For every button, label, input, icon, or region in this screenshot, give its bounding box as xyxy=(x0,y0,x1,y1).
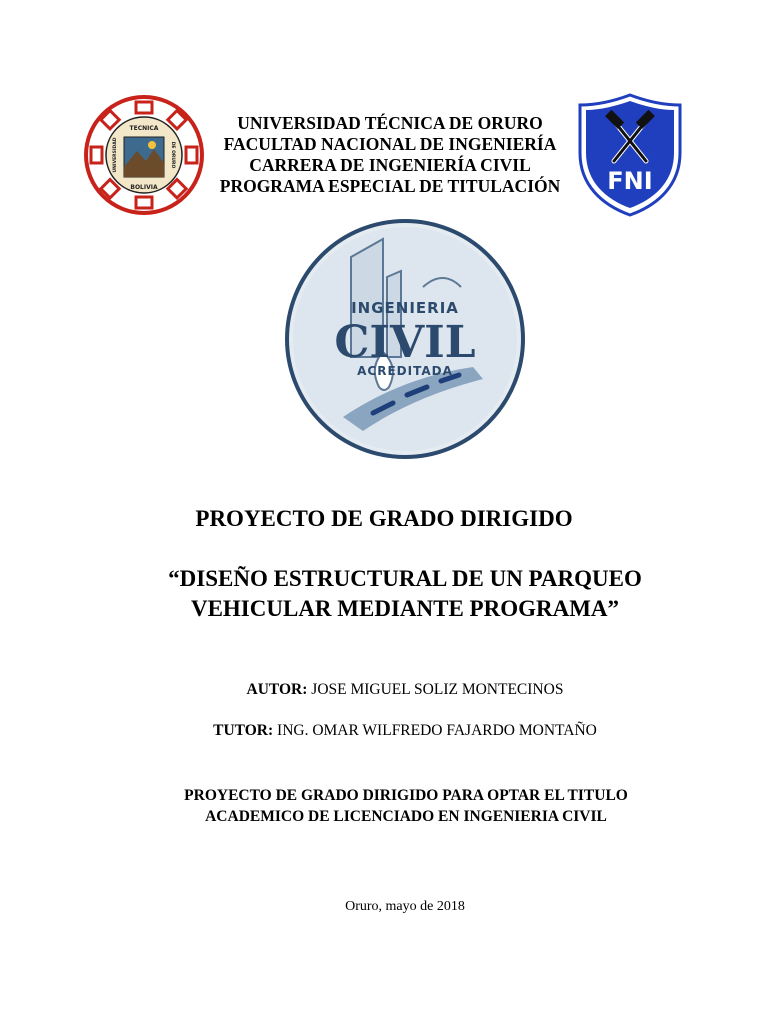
seal-text-right: DE ORURO xyxy=(170,141,175,169)
author-label: AUTOR: xyxy=(246,681,308,698)
degree-purpose-line-1: PROYECTO DE GRADO DIRIGIDO PARA OPTAR EL TITULO xyxy=(184,787,628,804)
university-name: UNIVERSIDAD TÉCNICA DE ORURO xyxy=(237,113,543,133)
logo-text-civil: CIVIL xyxy=(334,317,476,368)
degree-purpose xyxy=(0,785,768,827)
university-seal-logo xyxy=(82,93,206,217)
logo-text-ingenieria: INGENIERIA xyxy=(351,299,459,317)
career-name: CARRERA DE INGENIERÍA CIVIL xyxy=(249,155,531,175)
tutor-label: TUTOR: xyxy=(213,722,274,739)
project-type-heading: PROYECTO DE GRADO DIRIGIDO xyxy=(195,506,573,531)
author-name: JOSE MIGUEL SOLIZ MONTECINOS xyxy=(311,681,564,698)
project-title-line-1: “DISEÑO ESTRUCTURAL DE UN PARQUEO xyxy=(168,566,642,591)
author-line xyxy=(0,681,768,699)
tutor-line xyxy=(0,722,768,740)
program-name: PROGRAMA ESPECIAL DE TITULACIÓN xyxy=(219,176,561,196)
fni-shield-logo xyxy=(576,91,684,219)
ingenieria-civil-logo xyxy=(283,217,527,461)
faculty-name: FACULTAD NACIONAL DE INGENIERÍA xyxy=(223,134,557,154)
logo-text-acreditada: ACREDITADA xyxy=(357,364,453,378)
degree-purpose-line-2: ACADEMICO DE LICENCIADO EN INGENIERIA CIVIL xyxy=(205,808,607,825)
seal-text-left: UNIVERSIDAD xyxy=(113,137,118,173)
seal-text-top: TECNICA xyxy=(129,125,159,132)
project-title-line-2: VEHICULAR MEDIANTE PROGRAMA” xyxy=(190,596,620,621)
institution-header xyxy=(205,113,575,197)
fni-shield-text: FNI xyxy=(607,167,653,195)
seal-text-bottom: BOLIVIA xyxy=(130,184,158,191)
project-title xyxy=(0,564,768,624)
place-and-date: Oruro, mayo de 2018 xyxy=(345,899,465,914)
tutor-name: ING. OMAR WILFREDO FAJARDO MONTAÑO xyxy=(277,722,597,739)
